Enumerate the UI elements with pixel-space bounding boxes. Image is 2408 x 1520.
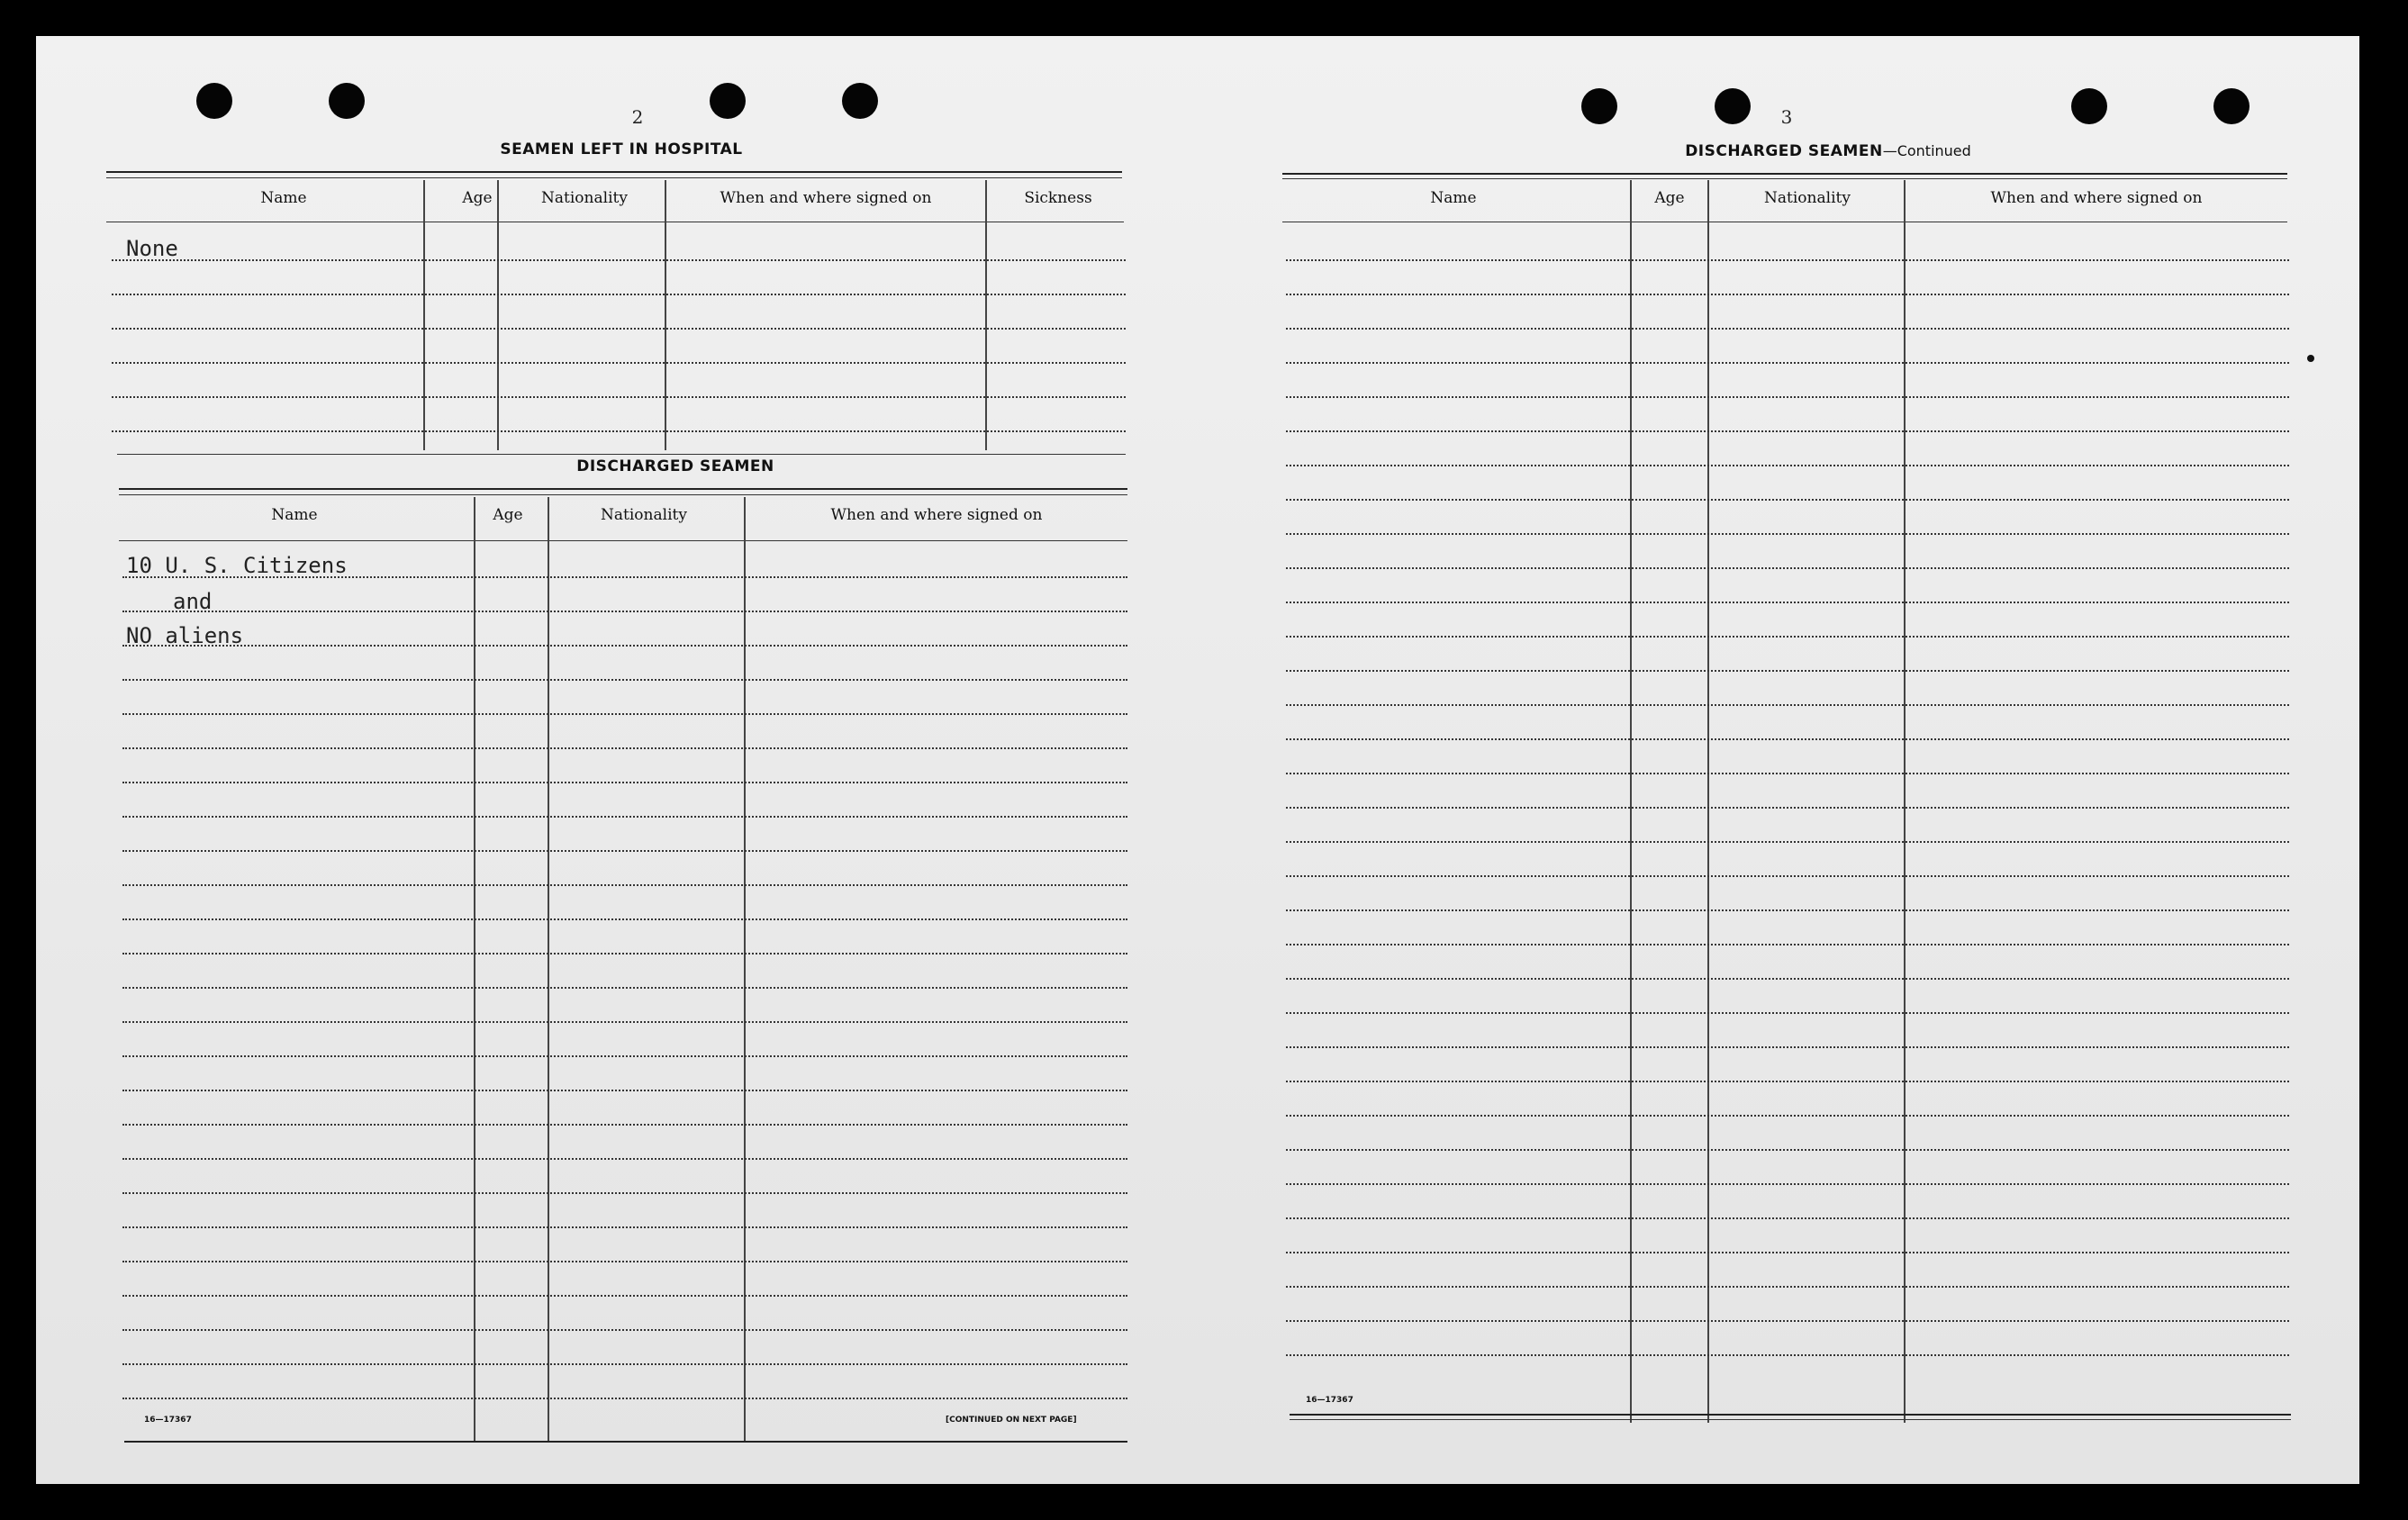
discharged-section-title: DISCHARGED SEAMEN (576, 457, 774, 475)
entry-line (1286, 1115, 2289, 1117)
entry-line (122, 1090, 1127, 1091)
entry-line (112, 294, 1126, 295)
column-header-signed-on: When and where signed on (830, 506, 1043, 524)
table-top-rule (1282, 178, 2287, 179)
entry-line (1286, 1320, 2289, 1322)
entry-line (112, 396, 1126, 398)
entry-line (1286, 1286, 2289, 1288)
column-header-sickness: Sickness (1024, 189, 1092, 207)
entry-line (122, 611, 1127, 612)
column-divider (744, 497, 746, 1443)
column-header-signed-on: When and where signed on (720, 189, 932, 207)
column-header-name: Name (260, 189, 307, 207)
table-bottom-rule (1290, 1419, 2291, 1420)
entry-line (122, 782, 1127, 783)
entry-line (112, 430, 1126, 432)
table-top-rule (119, 494, 1127, 495)
entry-line (1286, 328, 2289, 330)
entry-line (122, 747, 1127, 749)
right-section-title (1549, 142, 2107, 160)
column-header-name: Name (1430, 189, 1477, 207)
table-bottom-rule (1290, 1414, 2291, 1416)
entry-line (1286, 841, 2289, 843)
entry-line (1286, 259, 2289, 261)
column-divider (1904, 180, 1906, 1423)
entry-line (122, 1124, 1127, 1126)
entry-line (1286, 738, 2289, 740)
page-number: 2 (631, 106, 644, 128)
entry-line (122, 1329, 1127, 1331)
column-divider (497, 180, 499, 450)
column-header-age: Age (462, 189, 493, 207)
entry-line (1286, 430, 2289, 432)
column-header-age: Age (1654, 189, 1685, 207)
entry-line (1286, 1217, 2289, 1219)
entry-line (122, 1158, 1127, 1160)
column-divider (548, 497, 549, 1443)
entry-line (1286, 362, 2289, 364)
document-sheet (36, 36, 2359, 1484)
entry-line (122, 816, 1127, 818)
entry-line (1286, 567, 2289, 569)
entry-line (122, 1398, 1127, 1399)
entry-line (112, 328, 1126, 330)
entry-line (1286, 533, 2289, 535)
punch-hole (196, 83, 232, 119)
entry-line (122, 1295, 1127, 1297)
column-divider (474, 497, 475, 1443)
entry-line (112, 259, 1126, 261)
entry-line (1286, 602, 2289, 603)
entry-line (1286, 909, 2289, 911)
punch-hole (1581, 88, 1617, 124)
column-divider (1630, 180, 1632, 1423)
column-header-nationality: Nationality (601, 506, 687, 524)
form-id: 16—17367 (144, 1416, 192, 1425)
entry-line (122, 884, 1127, 886)
entry-line (122, 679, 1127, 681)
hospital-entry-none: None (126, 236, 178, 261)
entry-line (1286, 1354, 2289, 1356)
table-bottom-rule (117, 454, 1126, 455)
entry-line (1286, 396, 2289, 398)
entry-line (122, 645, 1127, 647)
entry-line (1286, 773, 2289, 774)
entry-line (1286, 807, 2289, 809)
continued-note: [CONTINUED ON NEXT PAGE] (946, 1416, 1077, 1425)
column-divider (1707, 180, 1709, 1423)
punch-hole (842, 83, 878, 119)
column-header-age: Age (493, 506, 523, 524)
form-id: 16—17367 (1306, 1396, 1353, 1405)
hospital-section-title: SEAMEN LEFT IN HOSPITAL (500, 140, 743, 158)
punch-hole (329, 83, 365, 119)
column-header-signed-on: When and where signed on (1990, 189, 2203, 207)
entry-line (122, 1192, 1127, 1194)
entry-line (122, 1261, 1127, 1262)
column-header-nationality: Nationality (541, 189, 628, 207)
entry-line (1286, 636, 2289, 638)
punch-hole (710, 83, 746, 119)
entry-line (122, 1021, 1127, 1023)
table-top-rule (119, 488, 1127, 490)
entry-line (122, 987, 1127, 989)
entry-line (122, 850, 1127, 852)
entry-line (122, 1055, 1127, 1057)
column-divider (985, 180, 987, 450)
discharged-entry-aliens: NO aliens (126, 623, 244, 648)
punch-hole (1715, 88, 1751, 124)
section-title-text: DISCHARGED SEAMEN (1685, 142, 1883, 160)
discharged-entry-and: and (173, 589, 213, 614)
header-bottom-rule (119, 540, 1127, 541)
entry-line (1286, 1252, 2289, 1253)
entry-line (122, 918, 1127, 920)
entry-line (1286, 978, 2289, 980)
entry-line (112, 362, 1126, 364)
section-title-continued: —Continued (1882, 142, 1971, 159)
entry-line (1286, 499, 2289, 501)
table-top-rule (106, 177, 1122, 178)
entry-line (1286, 704, 2289, 706)
entry-line (1286, 1183, 2289, 1185)
ink-speck (2307, 355, 2314, 362)
entry-line (1286, 875, 2289, 877)
entry-line (1286, 1149, 2289, 1151)
column-divider (665, 180, 666, 450)
table-top-rule (106, 171, 1122, 173)
entry-line (122, 1363, 1127, 1365)
entry-line (1286, 670, 2289, 672)
discharged-entry-citizens: 10 U. S. Citizens (126, 553, 348, 578)
entry-line (1286, 944, 2289, 945)
entry-line (1286, 1012, 2289, 1014)
punch-hole (2213, 88, 2250, 124)
entry-line (122, 1226, 1127, 1228)
entry-line (1286, 1081, 2289, 1082)
punch-hole (2071, 88, 2107, 124)
entry-line (1286, 294, 2289, 295)
entry-line (1286, 465, 2289, 466)
page-number: 3 (1780, 106, 1793, 128)
table-top-rule (1282, 173, 2287, 175)
entry-line (122, 953, 1127, 955)
table-bottom-rule (124, 1441, 1127, 1443)
column-header-name: Name (271, 506, 318, 524)
column-header-nationality: Nationality (1764, 189, 1851, 207)
entry-line (122, 713, 1127, 715)
entry-line (1286, 1046, 2289, 1048)
column-divider (423, 180, 425, 450)
